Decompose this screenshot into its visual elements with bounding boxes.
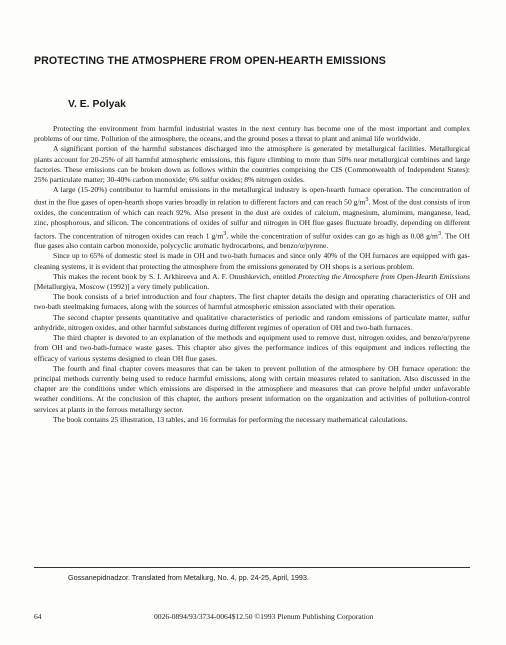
superscript: 3 bbox=[437, 229, 441, 237]
footnote: Gossanepidnadzor. Translated from Metallurg, No. 4, pp. 24-25, April, 1993. bbox=[68, 573, 309, 582]
paragraph-intro: Protecting the environment from harmful industrial wastes in the next century has become one of the most important and complex problems of our time. Pollution of the atmosphere, the oceans, and the ground poses a threat to plant and animal life worldwide. bbox=[34, 124, 470, 144]
superscript: 3 bbox=[223, 229, 227, 237]
article-body bbox=[34, 121, 470, 425]
paragraph-emission-sources: A significant portion of the harmful substances discharged into the atmosphere is generated by metallurgical facilities. Metallurgical plants account for 20-25% of all harmful atmospheric emissions, this figure climbing to more than 50% near metallurgical combines and large factories. These emissions can be broken down as follows within the countries comprising the CIS (Commonwealth of Independent States): 25% particulate matter; 30-40% carbon monoxide; 6% sulfur oxides; 8% nitrogen oxides. bbox=[34, 144, 470, 185]
article-author: V. E. Polyak bbox=[68, 99, 126, 110]
copyright-footer: 0026-0894/93/3734-0064$12.50 ©1993 Plenum Publishing Corporation bbox=[154, 612, 374, 621]
superscript: 3 bbox=[365, 196, 369, 204]
paragraph-text: . The OH flue gases also contain carbon monoxide, polycyclic aromatic hydrocarbons, and benzo/α/pyrene. bbox=[34, 231, 470, 251]
paragraph-book-contents: The book contains 25 illustration, 13 tables, and 16 formulas for performing the necessary mathematical calculations. bbox=[53, 414, 408, 424]
paragraph-text: This makes the recent book by S. I. Arkhireeva and A. F. Onushkevich, entitled bbox=[53, 271, 298, 281]
paragraph-steel-share: Since up to 65% of domestic steel is made in OH and two-bath furnaces and since only 40% of the OH furnaces are equipped with gas-cleaning systems, it is evident that protecting the atmosphere from the emissions generated by OH shops is a serious problem. bbox=[34, 251, 470, 271]
paragraph-chapter-two: The second chapter presents quantitative and qualitative characteristics of periodic and random emissions of particulate matter, sulfur anhydride, nitrogen oxides, and other harmful substances during different regimes of operation of OH and two-bath furnaces. bbox=[34, 312, 470, 332]
paragraph-book-intro bbox=[34, 272, 470, 292]
paragraph-open-hearth-dust bbox=[34, 185, 470, 251]
paragraph-text: [Metallurgiya, Moscow (1992)] a very timely publication. bbox=[34, 282, 210, 292]
paragraph-text: A large (15-20%) contributor to harmful emissions in the metallurgical industry is open-hearth furnace operation. The concentration of dust in the flue gases of open-hearth shops varies broadly in relation to different factors and can reach 50 g/m bbox=[34, 185, 470, 207]
book-title: Protecting the Atmosphere from Open-Hearth Emissions bbox=[297, 271, 470, 281]
page-number: 64 bbox=[34, 612, 42, 621]
paragraph-chapter-three: The third chapter is devoted to an explanation of the methods and equipment used to remove dust, nitrogen oxides, and benzo/α/pyrene from OH and two-bath-furnace waste gases. This chapter also gives the performance indices of this equipment and indices reflecting the efficacy of various systems designed to clean OH flue gases. bbox=[34, 333, 470, 363]
paragraph-text: , while the concentration of sulfur oxides can go as high as 0.08 g/m bbox=[226, 231, 438, 241]
paragraph-chapter-four: The fourth and final chapter covers measures that can be taken to prevent pollution of the atmosphere by OH furnace operation: the principal methods currently being used to reduce harmful emissions, along with certain measures related to sanitation. Also discussed in the chapter are the conditions under which emissions are dispersed in the atmosphere and measures that can prove helpful under unfavorable weather conditions. At the conclusion of this chapter, the authors present information on the organization and activities of pollution-control services at plants in the ferrous metallurgy sector. bbox=[34, 363, 470, 414]
footnote-divider bbox=[34, 567, 470, 568]
paragraph-chapter-one: The book consists of a brief introduction and four chapters. The first chapter details the design and operating characteristics of OH and two-bath steelmaking furnaces, along with the sources of harmful atmospheric emission associated with their operation. bbox=[34, 292, 470, 312]
article-title: PROTECTING THE ATMOSPHERE FROM OPEN-HEARTH EMISSIONS bbox=[34, 55, 386, 67]
paragraph-text: . Most of the dust consists of iron oxides, the concentration of which can reach 92%. Also present in the dust are oxides of calcium, magnesium, aluminum, manganese, lead, zinc, phosphorous, and silicon. The concentrations of oxides of sulfur and nitrogen in OH flue gases fluctuate broadly, depending on different factors. The concentration of nitrogen oxides can reach 1 g/m bbox=[34, 197, 470, 241]
